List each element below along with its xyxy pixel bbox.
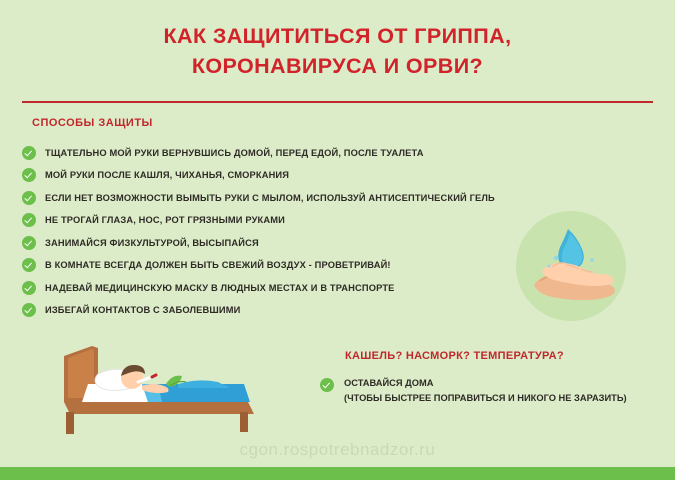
list-item [22,165,522,187]
check-icon [22,236,36,250]
sick-person-illustration [58,340,273,445]
washing-hands-icon [516,211,626,321]
section-heading-symptoms: КАШЕЛЬ? НАСМОРК? ТЕМПЕРАТУРА? [345,350,564,362]
list-item [22,232,522,254]
section-heading-protection: СПОСОБЫ ЗАЩИТЫ [32,117,153,129]
protection-list [22,142,522,322]
list-item-label: НЕ ТРОГАЙ ГЛАЗА, НОС, РОТ ГРЯЗНЫМИ РУКАМИ [45,215,285,226]
check-icon [320,378,334,392]
sick-person-in-bed-icon [58,340,273,445]
list-item-label: НАДЕВАЙ МЕДИЦИНСКУЮ МАСКУ В ЛЮДНЫХ МЕСТАХ И В ТРАНСПОРТЕ [45,282,395,293]
stay-home-text [344,376,627,407]
washing-hands-illustration [516,211,626,321]
stay-home-block [320,376,627,407]
check-icon [22,168,36,182]
page-title [0,22,675,81]
list-item-label: МОЙ РУКИ ПОСЛЕ КАШЛЯ, ЧИХАНЬЯ, СМОРКАНИЯ [45,170,290,181]
check-icon [22,303,36,317]
divider [22,101,653,103]
check-icon [22,191,36,205]
page-title-line-1: КАК ЗАЩИТИТЬСЯ ОТ ГРИППА, [163,24,512,48]
list-item-label: ЗАНИМАЙСЯ ФИЗКУЛЬТУРОЙ, ВЫСЫПАЙСЯ [45,237,259,248]
check-icon [22,213,36,227]
watermark: cgon.rospotrebnadzor.ru [239,440,436,459]
check-icon [22,146,36,160]
list-item [22,187,522,209]
check-icon [22,258,36,272]
list-item [22,210,522,232]
list-item-label: ЕСЛИ НЕТ ВОЗМОЖНОСТИ ВЫМЫТЬ РУКИ С МЫЛОМ, ИСПОЛЬЗУЙ АНТИСЕПТИЧЕСКИЙ ГЕЛЬ [45,192,495,203]
list-item [22,300,522,322]
stay-home-line-2: (ЧТОБЫ БЫСТРЕЕ ПОПРАВИТЬСЯ И НИКОГО НЕ ЗАРАЗИТЬ) [344,393,627,404]
list-item-label: ТЩАТЕЛЬНО МОЙ РУКИ ВЕРНУВШИСЬ ДОМОЙ, ПЕРЕД ЕДОЙ, ПОСЛЕ ТУАЛЕТА [45,147,424,158]
bottom-bar [0,467,675,480]
page-title-line-2: КОРОНАВИРУСА И ОРВИ? [191,53,484,78]
list-item [22,255,522,277]
list-item-label: ИЗБЕГАЙ КОНТАКТОВ С ЗАБОЛЕВШИМИ [45,305,241,316]
check-icon [22,281,36,295]
list-item [22,142,522,164]
stay-home-line-1: ОСТАВАЙСЯ ДОМА [344,378,434,388]
list-item [22,277,522,299]
list-item-label: В КОМНАТЕ ВСЕГДА ДОЛЖЕН БЫТЬ СВЕЖИЙ ВОЗДУХ - ПРОВЕТРИВАЙ! [45,260,391,271]
